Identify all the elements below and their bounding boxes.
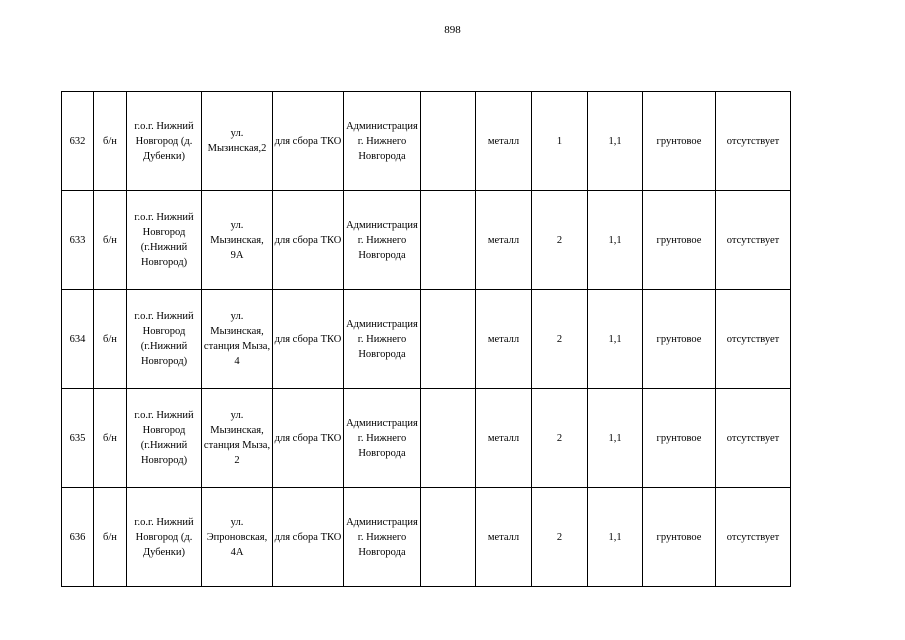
table-row <box>62 191 791 290</box>
cell-code: б/н <box>94 191 127 290</box>
cell-address: ул. Мызинская,2 <box>202 92 273 191</box>
cell-extra <box>421 92 476 191</box>
registry-table <box>61 91 791 587</box>
cell-purpose: для сбора ТКО <box>273 191 344 290</box>
cell-address: ул. Эпроновская, 4А <box>202 488 273 587</box>
cell-fence: отсутствует <box>716 389 791 488</box>
cell-volume: 1,1 <box>588 92 643 191</box>
cell-fence: отсутствует <box>716 92 791 191</box>
cell-owner: Администрация г. Нижнего Новгорода <box>344 389 421 488</box>
cell-num: 634 <box>62 290 94 389</box>
cell-num: 635 <box>62 389 94 488</box>
cell-count: 2 <box>532 191 588 290</box>
cell-fence: отсутствует <box>716 290 791 389</box>
cell-owner: Администрация г. Нижнего Новгорода <box>344 488 421 587</box>
cell-surface: грунтовое <box>643 389 716 488</box>
cell-volume: 1,1 <box>588 191 643 290</box>
cell-num: 632 <box>62 92 94 191</box>
cell-purpose: для сбора ТКО <box>273 488 344 587</box>
cell-owner: Администрация г. Нижнего Новгорода <box>344 290 421 389</box>
cell-locality: г.о.г. Нижний Новгород (д. Дубенки) <box>127 92 202 191</box>
cell-code: б/н <box>94 488 127 587</box>
cell-owner: Администрация г. Нижнего Новгорода <box>344 92 421 191</box>
cell-locality: г.о.г. Нижний Новгород (г.Нижний Новгород) <box>127 290 202 389</box>
cell-address: ул. Мызинская, станция Мыза, 2 <box>202 389 273 488</box>
table-row <box>62 488 791 587</box>
cell-surface: грунтовое <box>643 92 716 191</box>
table-row <box>62 389 791 488</box>
cell-locality: г.о.г. Нижний Новгород (г.Нижний Новгород) <box>127 389 202 488</box>
cell-extra <box>421 191 476 290</box>
cell-code: б/н <box>94 290 127 389</box>
cell-address: ул. Мызинская, 9А <box>202 191 273 290</box>
cell-locality: г.о.г. Нижний Новгород (г.Нижний Новгород) <box>127 191 202 290</box>
cell-extra <box>421 389 476 488</box>
cell-purpose: для сбора ТКО <box>273 290 344 389</box>
cell-volume: 1,1 <box>588 290 643 389</box>
table-body <box>62 92 791 587</box>
cell-volume: 1,1 <box>588 389 643 488</box>
cell-address: ул. Мызинская, станция Мыза, 4 <box>202 290 273 389</box>
cell-material: металл <box>476 389 532 488</box>
cell-material: металл <box>476 290 532 389</box>
cell-fence: отсутствует <box>716 191 791 290</box>
cell-locality: г.о.г. Нижний Новгород (д. Дубенки) <box>127 488 202 587</box>
cell-owner: Администрация г. Нижнего Новгорода <box>344 191 421 290</box>
cell-count: 2 <box>532 389 588 488</box>
cell-count: 2 <box>532 488 588 587</box>
cell-extra <box>421 488 476 587</box>
cell-surface: грунтовое <box>643 191 716 290</box>
cell-surface: грунтовое <box>643 290 716 389</box>
cell-count: 1 <box>532 92 588 191</box>
cell-material: металл <box>476 191 532 290</box>
cell-code: б/н <box>94 389 127 488</box>
cell-fence: отсутствует <box>716 488 791 587</box>
cell-extra <box>421 290 476 389</box>
table-row <box>62 92 791 191</box>
cell-material: металл <box>476 488 532 587</box>
cell-surface: грунтовое <box>643 488 716 587</box>
cell-num: 636 <box>62 488 94 587</box>
cell-code: б/н <box>94 92 127 191</box>
cell-material: металл <box>476 92 532 191</box>
table-row <box>62 290 791 389</box>
page-number: 898 <box>444 24 461 36</box>
cell-num: 633 <box>62 191 94 290</box>
cell-purpose: для сбора ТКО <box>273 92 344 191</box>
cell-purpose: для сбора ТКО <box>273 389 344 488</box>
cell-count: 2 <box>532 290 588 389</box>
cell-volume: 1,1 <box>588 488 643 587</box>
